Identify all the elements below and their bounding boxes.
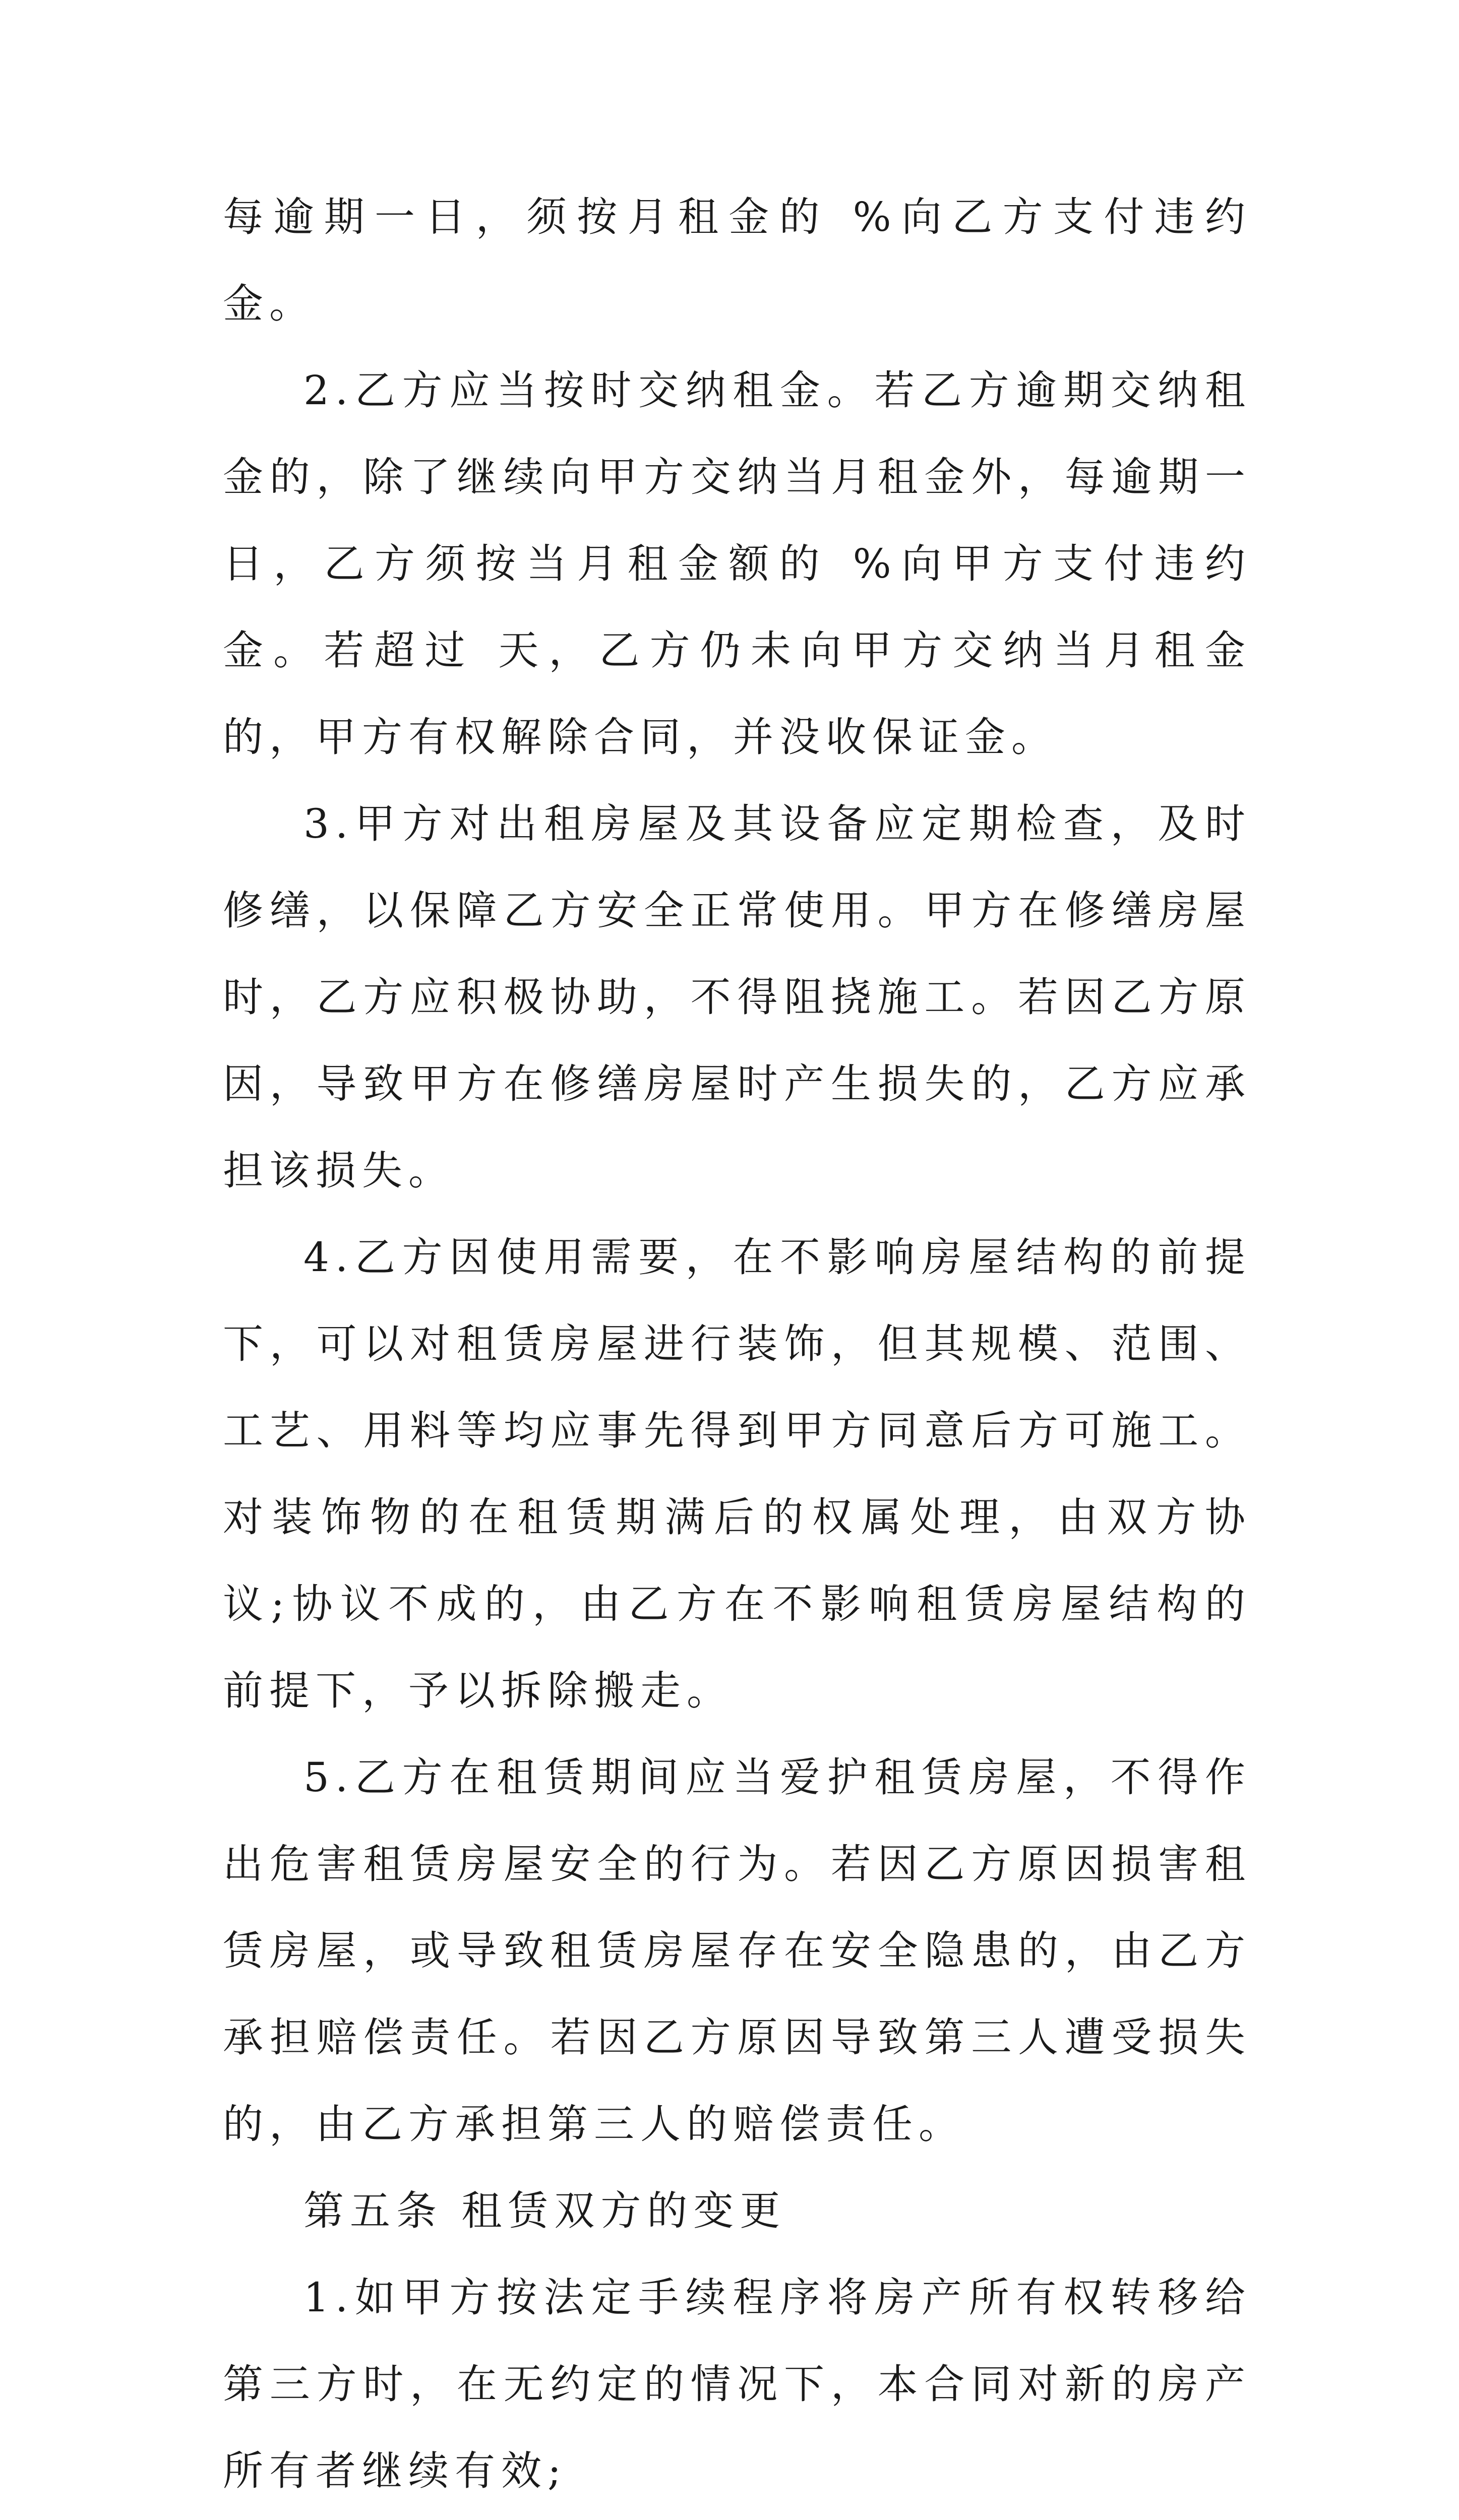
paragraph-penalty-continuation: 每逾期一日，须按月租金的 %向乙方支付违约金。 bbox=[223, 194, 1251, 327]
paragraph-clause-3-repairs: 3.甲方对出租房屋及其设备应定期检查，及时修缮，以保障乙方安全正常使用。甲方在修缮房屋时，乙方应积极协助，不得阻挠施工。若因乙方原因，导致甲方在修缮房屋时产生损失的，乙方应承担该损失。 bbox=[223, 800, 1251, 1194]
section-heading-article-5: 第五条 租赁双方的变更 bbox=[303, 2187, 786, 2234]
paragraph-clause-2-rent-payment: 2.乙方应当按时交纳租金。若乙方逾期交纳租金的，除了继续向甲方交纳当月租金外，每逾期一日，乙方须按当月租金额的 %向甲方支付违约金。若超过 天，乙方仍未向甲方交纳当月租金的，甲方有权解除合同，并没收保证金。 bbox=[223, 367, 1251, 761]
paragraph-clause-5-care: 5.乙方在租赁期间应当爱护租赁房屋，不得作出危害租赁房屋安全的行为。若因乙方原因损害租赁房屋，或导致租赁房屋存在安全隐患的，由乙方承担赔偿责任。若因乙方原因导致第三人遭受损失的，由乙方承担第三人的赔偿责任。 bbox=[223, 1754, 1251, 2148]
paragraph-article-5-item-1: 1.如甲方按法定手续程序将房产所有权转移给第三方时，在无约定的情况下，本合同对新的房产所有者继续有效; bbox=[223, 2274, 1251, 2494]
document-body bbox=[223, 174, 1251, 2520]
paragraph-clause-4-decoration: 4.乙方因使用需要，在不影响房屋结构的前提下，可以对租赁房屋进行装饰，但其规模、范围、工艺、用料等均应事先得到甲方同意后方可施工。对装饰物的在租赁期满后的权属处理，由双方协议;协议不成的，由乙方在不影响租赁房屋结构的前提下，予以拆除搬走。 bbox=[223, 1234, 1251, 1714]
paragraph-article-5-item-2 bbox=[223, 2514, 1251, 2520]
